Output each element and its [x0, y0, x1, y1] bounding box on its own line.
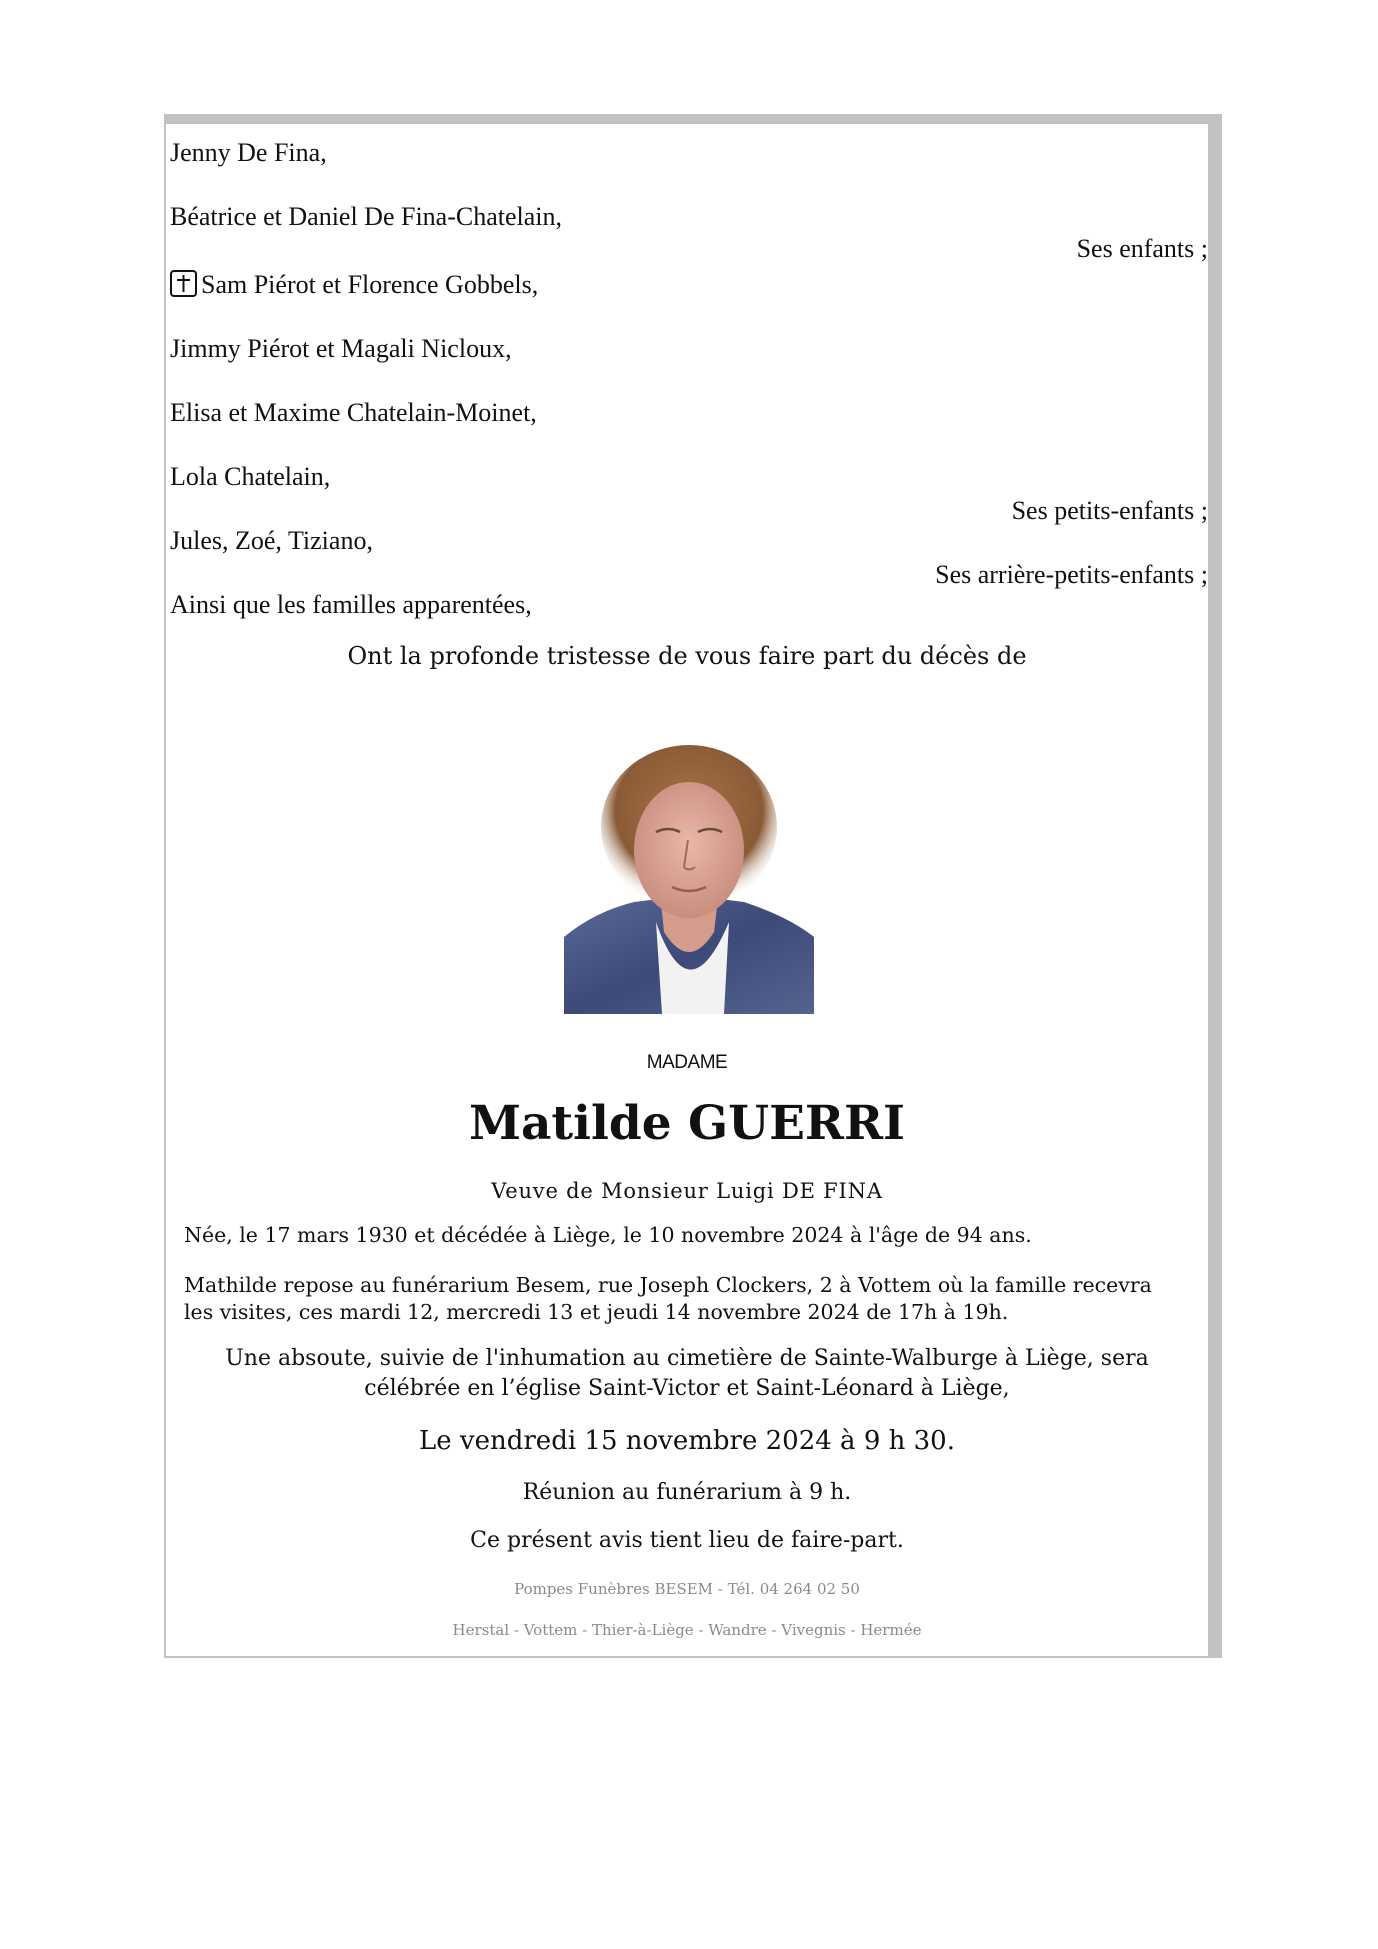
family-line-beatrice: Béatrice et Daniel De Fina-Chatelain,	[170, 202, 563, 231]
notice-text: Ce présent avis tient lieu de faire-part.	[470, 1528, 904, 1553]
relation-grandchildren: Ses petits-enfants ;	[1011, 496, 1208, 525]
portrait-photo	[564, 732, 814, 1014]
widow-of: Veuve de Monsieur Luigi DE FINA	[491, 1179, 883, 1203]
footer-company: Pompes Funèbres BESEM - Tél. 04 264 02 50	[514, 1580, 860, 1598]
ceremony-line-1: Une absoute, suivie de l'inhumation au cimetière de Sainte-Walburge à Liège, sera	[225, 1346, 1149, 1371]
footer-locations: Herstal - Vottem - Thier-à-Liège - Wandre - Vivegnis - Hermée	[452, 1621, 922, 1639]
ceremony-line-2: célébrée en l’église Saint-Victor et Saint-Léonard à Liège,	[364, 1376, 1010, 1401]
meeting-info: Réunion au funérarium à 9 h.	[522, 1480, 852, 1505]
birth-death-line: Née, le 17 mars 1930 et décédée à Liège, le 10 novembre 2024 à l'âge de 94 ans.	[184, 1223, 1032, 1247]
obituary-notice	[164, 114, 1222, 1658]
family-line-elisa: Elisa et Maxime Chatelain-Moinet,	[170, 398, 537, 427]
cross-icon	[170, 270, 197, 297]
family-line-sam-text: Sam Piérot et Florence Gobbels,	[201, 270, 539, 299]
family-line-lola: Lola Chatelain,	[170, 462, 331, 491]
relation-great-grandchildren: Ses arrière-petits-enfants ;	[935, 560, 1208, 589]
visits-line-1: Mathilde repose au funérarium Besem, rue Joseph Clockers, 2 à Vottem où la famille recevra	[184, 1273, 1152, 1297]
announcement-text: Ont la profonde tristesse de vous faire part du décès de	[347, 642, 1027, 670]
relation-children: Ses enfants ;	[1076, 234, 1208, 263]
deceased-title: MADAME	[646, 1052, 728, 1073]
ceremony-date: Le vendredi 15 novembre 2024 à 9 h 30.	[419, 1426, 955, 1456]
deceased-name: Matilde GUERRI	[468, 1096, 906, 1151]
family-line-jenny: Jenny De Fina,	[170, 138, 327, 167]
family-line-others: Ainsi que les familles apparentées,	[170, 590, 532, 619]
family-line-jimmy: Jimmy Piérot et Magali Nicloux,	[170, 334, 512, 363]
family-line-jules: Jules, Zoé, Tiziano,	[170, 526, 373, 555]
visits-line-2: les visites, ces mardi 12, mercredi 13 et jeudi 14 novembre 2024 de 17h à 19h.	[184, 1300, 1009, 1324]
family-line-sam	[170, 270, 538, 300]
